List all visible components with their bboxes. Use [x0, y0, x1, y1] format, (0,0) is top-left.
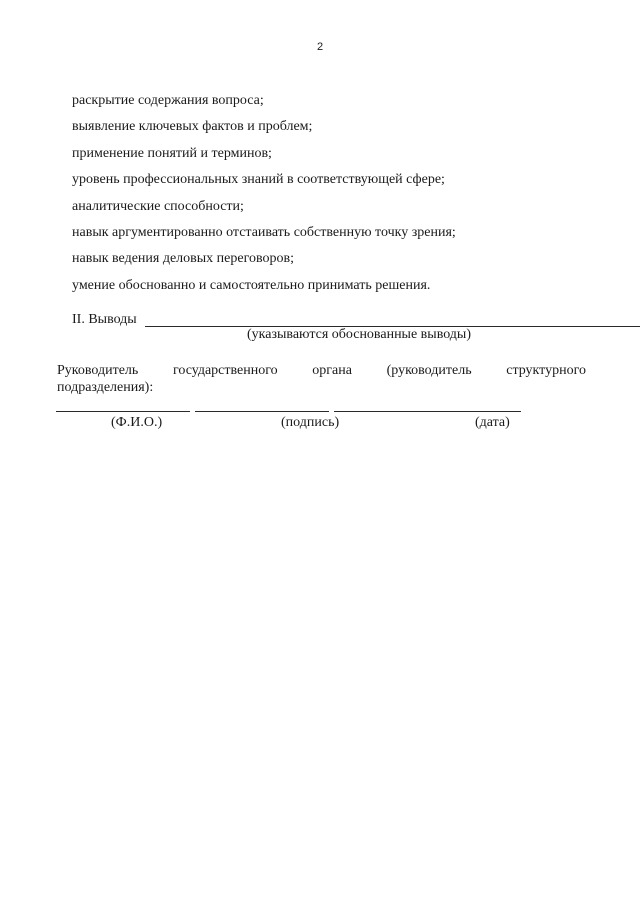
criteria-item: применение понятий и терминов;	[72, 145, 272, 161]
conclusions-section	[72, 312, 137, 328]
criteria-item: аналитические способности;	[72, 198, 244, 214]
head-word: структурного	[506, 363, 586, 378]
conclusions-hint: (указываются обоснованные выводы)	[247, 327, 471, 342]
fio-line	[56, 411, 190, 412]
date-caption: (дата)	[475, 415, 510, 430]
head-title-continuation: подразделения):	[57, 380, 154, 395]
head-word: органа	[312, 363, 352, 378]
date-line	[334, 411, 521, 412]
criteria-item: раскрытие содержания вопроса;	[72, 93, 264, 108]
page-number: 2	[316, 41, 324, 53]
fio-caption: (Ф.И.О.)	[111, 415, 163, 430]
head-word: Руководитель	[57, 363, 139, 378]
evaluation-criteria-list	[72, 92, 456, 303]
head-title-line	[57, 363, 586, 379]
signature-line	[195, 411, 329, 412]
criteria-item: умение обоснованно и самостоятельно принимать решения.	[72, 277, 431, 293]
criteria-item: навык аргументированно отстаивать собственную точку зрения;	[72, 224, 456, 240]
criteria-item: уровень профессиональных знаний в соответствующей сфере;	[72, 172, 445, 188]
criteria-item: выявление ключевых фактов и проблем;	[72, 119, 313, 135]
criteria-item: навык ведения деловых переговоров;	[72, 251, 295, 267]
head-word: государственного	[172, 363, 278, 378]
conclusions-label: II. Выводы	[72, 312, 137, 327]
signature-caption: (подпись)	[281, 415, 340, 430]
head-word: (руководитель	[386, 363, 472, 378]
